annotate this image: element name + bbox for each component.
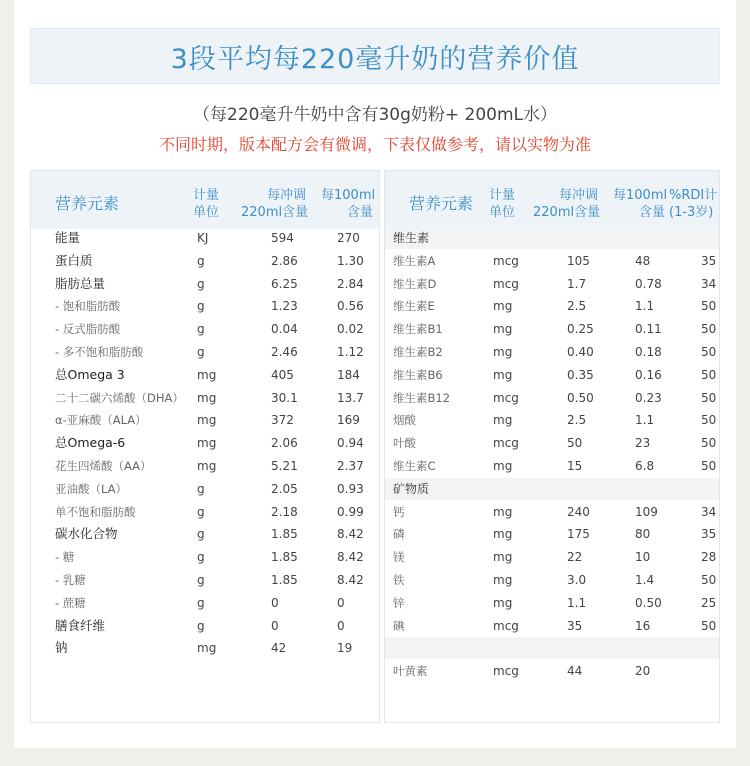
table-row	[385, 387, 719, 409]
serving-value: 0.04	[271, 322, 298, 337]
unit-cell: mg	[493, 459, 513, 473]
rdi-value: 50	[701, 618, 717, 633]
nutrient-name: 铁	[393, 573, 405, 587]
table-row	[31, 387, 379, 409]
per100-value: 184	[337, 367, 360, 382]
table-row	[31, 432, 379, 454]
per100-value: 0.93	[337, 481, 364, 496]
nutrient-name: 维生素B12	[393, 390, 451, 405]
table-row	[385, 341, 719, 363]
rdi-value: 28	[701, 550, 717, 565]
nutrient-name: 维生素B6	[393, 367, 443, 382]
right-table-header	[385, 171, 719, 229]
serving-value: 35	[567, 618, 583, 633]
serving-value: 5.21	[271, 459, 298, 473]
table-row	[385, 432, 719, 454]
serving-value: 15	[567, 459, 583, 473]
header-nutrient: 营养元素	[55, 194, 120, 213]
header-unit-line2: 单位	[193, 205, 220, 220]
per100-value: 1.12	[337, 345, 364, 359]
per100-value: 2.84	[337, 276, 364, 291]
table-row	[385, 569, 719, 591]
per100-value: 20	[635, 664, 651, 679]
unit-cell: g	[197, 550, 205, 565]
serving-value: 0.35	[567, 367, 594, 382]
nutrient-name: α-亚麻酸（ALA）	[55, 413, 147, 428]
per100-value: 0	[337, 618, 345, 633]
serving-value: 2.05	[271, 481, 298, 496]
table-row	[31, 523, 379, 545]
per100-value: 0.50	[635, 595, 662, 610]
nutrient-name: 叶黄素	[393, 664, 428, 679]
spacer-row	[385, 637, 719, 659]
table-row	[385, 273, 719, 295]
unit-cell: mg	[197, 459, 217, 473]
table-row	[31, 592, 379, 614]
rdi-value: 50	[701, 299, 717, 314]
serving-value: 0	[271, 618, 279, 633]
header-unit-line2: 单位	[489, 205, 516, 220]
per100-value: 1.4	[635, 573, 655, 587]
per100-value: 169	[337, 413, 360, 428]
table-row	[385, 250, 719, 272]
table-row	[31, 250, 379, 272]
unit-cell: mg	[493, 299, 513, 314]
table-row	[385, 615, 719, 637]
table-row	[31, 227, 379, 249]
table-row	[31, 318, 379, 340]
serving-note: （每220毫升牛奶中含有30g奶粉+ 200mL水）	[193, 105, 557, 125]
table-row	[31, 455, 379, 477]
rdi-value: 50	[701, 345, 717, 359]
header-rdi-line1: %RDI计	[669, 188, 718, 203]
nutrient-name: - 反式脂肪酸	[55, 322, 121, 337]
nutrient-name: 烟酸	[393, 413, 416, 428]
rdi-value: 50	[701, 573, 717, 587]
nutrient-name: 能量	[55, 230, 81, 245]
per100-value: 23	[635, 436, 651, 451]
serving-value: 1.1	[567, 595, 587, 610]
serving-value: 175	[567, 527, 590, 542]
rdi-value: 50	[701, 413, 717, 428]
unit-cell: mg	[493, 367, 513, 382]
header-unit-line1: 计量	[193, 188, 220, 203]
unit-cell: g	[197, 345, 205, 359]
table-row	[31, 273, 379, 295]
unit-cell: mg	[197, 641, 217, 656]
serving-value: 0	[271, 595, 279, 610]
serving-value: 240	[567, 504, 590, 519]
per100-value: 0.18	[635, 345, 662, 359]
nutrient-name: 亚油酸（LA）	[55, 481, 128, 496]
header-per100-line2: 含量	[639, 205, 666, 220]
unit-cell: mg	[197, 413, 217, 428]
unit-cell: mcg	[493, 436, 519, 451]
per100-value: 0.56	[337, 299, 364, 314]
nutrient-name: 花生四烯酸（AA）	[55, 459, 152, 473]
nutrient-name: 碳水化合物	[55, 526, 118, 542]
unit-cell: g	[197, 595, 205, 610]
table-row	[385, 501, 719, 523]
table-row	[385, 660, 719, 682]
table-row	[31, 478, 379, 500]
table-row	[385, 546, 719, 568]
table-row	[385, 409, 719, 431]
title-bar	[30, 28, 720, 84]
nutrient-name: 矿物质	[393, 481, 430, 496]
per100-value: 0.23	[635, 390, 662, 405]
serving-value: 42	[271, 641, 287, 656]
serving-value: 1.85	[271, 573, 298, 587]
nutrient-name: 维生素D	[393, 276, 437, 291]
unit-cell: mg	[197, 390, 217, 405]
nutrient-name: 钠	[55, 640, 68, 656]
unit-cell: g	[197, 527, 205, 542]
per100-value: 8.42	[337, 527, 364, 542]
serving-value: 44	[567, 664, 583, 679]
unit-cell: mg	[493, 504, 513, 519]
serving-value: 3.0	[567, 573, 587, 587]
serving-value: 22	[567, 550, 583, 565]
header-serving-line2: 220ml含量	[241, 205, 309, 220]
nutrient-name: - 饱和脂肪酸	[55, 299, 121, 314]
serving-value: 2.5	[567, 413, 587, 428]
per100-value: 1.1	[635, 413, 655, 428]
table-row	[31, 569, 379, 591]
rdi-value: 50	[701, 436, 717, 451]
unit-cell: mg	[493, 527, 513, 542]
table-row	[31, 295, 379, 317]
per100-value: 0.16	[635, 367, 662, 382]
unit-cell: mg	[493, 550, 513, 565]
table-row	[385, 318, 719, 340]
serving-value: 6.25	[271, 276, 298, 291]
serving-value: 105	[567, 253, 590, 268]
section-row	[385, 478, 719, 500]
unit-cell: mg	[197, 367, 217, 382]
per100-value: 13.7	[337, 390, 364, 405]
serving-value: 0.50	[567, 390, 594, 405]
per100-value: 80	[635, 527, 651, 542]
nutrient-name: 钙	[393, 504, 405, 519]
per100-value: 0	[337, 595, 345, 610]
unit-cell: g	[197, 573, 205, 587]
per100-value: 8.42	[337, 573, 364, 587]
per100-value: 2.37	[337, 459, 364, 473]
rdi-value: 25	[701, 595, 717, 610]
per100-value: 0.02	[337, 322, 364, 337]
rdi-value: 35	[701, 253, 717, 268]
unit-cell: mg	[493, 345, 513, 359]
unit-cell: g	[197, 504, 205, 519]
unit-cell: g	[197, 253, 205, 268]
nutrient-name: - 蔗糖	[55, 595, 86, 610]
unit-cell: g	[197, 618, 205, 633]
nutrient-name: 单不饱和脂肪酸	[55, 504, 136, 519]
unit-cell: mcg	[493, 253, 519, 268]
header-serving-line1: 每冲调	[559, 188, 599, 203]
nutrient-name: 维生素C	[393, 459, 436, 473]
header-nutrient: 营养元素	[409, 194, 474, 213]
header-unit-line1: 计量	[489, 188, 516, 203]
nutrient-name: 脂肪总量	[55, 275, 106, 291]
left-nutrition-table	[30, 170, 380, 723]
nutrient-name: 维生素	[393, 231, 430, 245]
table-row	[385, 455, 719, 477]
table-row	[31, 501, 379, 523]
per100-value: 1.1	[635, 299, 655, 314]
per100-value: 0.11	[635, 322, 662, 337]
table-row	[385, 592, 719, 614]
nutrient-name: - 多不饱和脂肪酸	[55, 345, 144, 359]
serving-value: 50	[567, 436, 583, 451]
unit-cell: g	[197, 481, 205, 496]
per100-value: 19	[337, 641, 353, 656]
rdi-value: 34	[701, 504, 717, 519]
nutrient-name: 镁	[393, 550, 405, 565]
nutrient-name: 磷	[393, 527, 405, 542]
serving-value: 2.86	[271, 253, 298, 268]
nutrient-name: 总Omega-6	[55, 435, 126, 451]
table-row	[385, 364, 719, 386]
serving-value: 1.7	[567, 276, 587, 291]
unit-cell: mg	[493, 595, 513, 610]
table-row	[385, 295, 719, 317]
serving-value: 30.1	[271, 390, 298, 405]
page-title: 3段平均每220毫升奶的营养价值	[170, 43, 580, 75]
per100-value: 48	[635, 253, 651, 268]
per100-value: 0.78	[635, 276, 662, 291]
serving-value: 0.25	[567, 322, 594, 337]
left-table-header	[31, 171, 379, 229]
nutrition-sheet	[14, 0, 736, 748]
nutrient-name: 锌	[393, 595, 405, 610]
table-row	[31, 546, 379, 568]
unit-cell: g	[197, 322, 205, 337]
unit-cell: mg	[493, 413, 513, 428]
table-row	[31, 615, 379, 637]
header-serving-line1: 每冲调	[267, 188, 307, 203]
nutrient-name: 蛋白质	[55, 252, 93, 268]
table-row	[31, 637, 379, 659]
serving-value: 1.85	[271, 550, 298, 565]
per100-value: 109	[635, 504, 658, 519]
nutrient-name: 碘	[393, 618, 405, 633]
per100-value: 16	[635, 618, 651, 633]
serving-value: 1.23	[271, 299, 298, 314]
unit-cell: g	[197, 276, 205, 291]
per100-value: 10	[635, 550, 651, 565]
serving-value: 2.46	[271, 345, 298, 359]
rdi-value: 50	[701, 390, 717, 405]
nutrient-name: 膳食纤维	[55, 617, 106, 633]
per100-value: 270	[337, 231, 360, 245]
header-per100-line2: 含量	[347, 205, 374, 220]
per100-value: 6.8	[635, 459, 655, 473]
per100-value: 8.42	[337, 550, 364, 565]
formula-notice: 不同时期，版本配方会有微调，下表仅做参考，请以实物为准	[158, 135, 591, 154]
unit-cell: mg	[493, 573, 513, 587]
table-row	[31, 364, 379, 386]
unit-cell: mcg	[493, 664, 519, 679]
section-row	[385, 227, 719, 249]
unit-cell: mcg	[493, 390, 519, 405]
nutrient-name: 维生素B1	[393, 322, 443, 337]
per100-value: 0.94	[337, 436, 364, 451]
header-per100-line1: 每100ml	[321, 188, 376, 203]
unit-cell: KJ	[197, 231, 209, 245]
unit-cell: g	[197, 299, 205, 314]
serving-value: 372	[271, 413, 294, 428]
nutrient-name: - 糖	[55, 550, 75, 565]
header-serving-line2: 220ml含量	[533, 205, 601, 220]
serving-value: 1.85	[271, 527, 298, 542]
header-rdi-line2: (1-3岁)	[669, 205, 714, 220]
rdi-value: 50	[701, 367, 717, 382]
nutrient-name: 总Omega 3	[55, 366, 125, 382]
header-per100-line1: 每100ml	[613, 188, 668, 203]
serving-value: 0.40	[567, 345, 594, 359]
nutrient-name: 二十二碳六烯酸（DHA）	[55, 390, 184, 405]
unit-cell: mcg	[493, 276, 519, 291]
nutrient-name: 维生素B2	[393, 345, 443, 359]
unit-cell: mg	[493, 322, 513, 337]
nutrient-name: 维生素A	[393, 253, 436, 268]
unit-cell: mcg	[493, 618, 519, 633]
per100-value: 0.99	[337, 504, 364, 519]
serving-value: 2.5	[567, 299, 587, 314]
rdi-value: 34	[701, 276, 717, 291]
table-row	[385, 523, 719, 545]
serving-value: 2.18	[271, 504, 298, 519]
nutrient-name: 叶酸	[393, 436, 416, 451]
nutrient-name: 维生素E	[393, 299, 435, 314]
nutrient-name: - 乳糖	[55, 573, 86, 587]
rdi-value: 50	[701, 459, 717, 473]
unit-cell: mg	[197, 436, 217, 451]
right-nutrition-table	[384, 170, 720, 723]
per100-value: 1.30	[337, 253, 364, 268]
rdi-value: 50	[701, 322, 717, 337]
serving-value: 2.06	[271, 436, 298, 451]
serving-value: 594	[271, 231, 294, 245]
table-row	[31, 409, 379, 431]
table-row	[31, 341, 379, 363]
serving-value: 405	[271, 367, 294, 382]
rdi-value: 35	[701, 527, 717, 542]
